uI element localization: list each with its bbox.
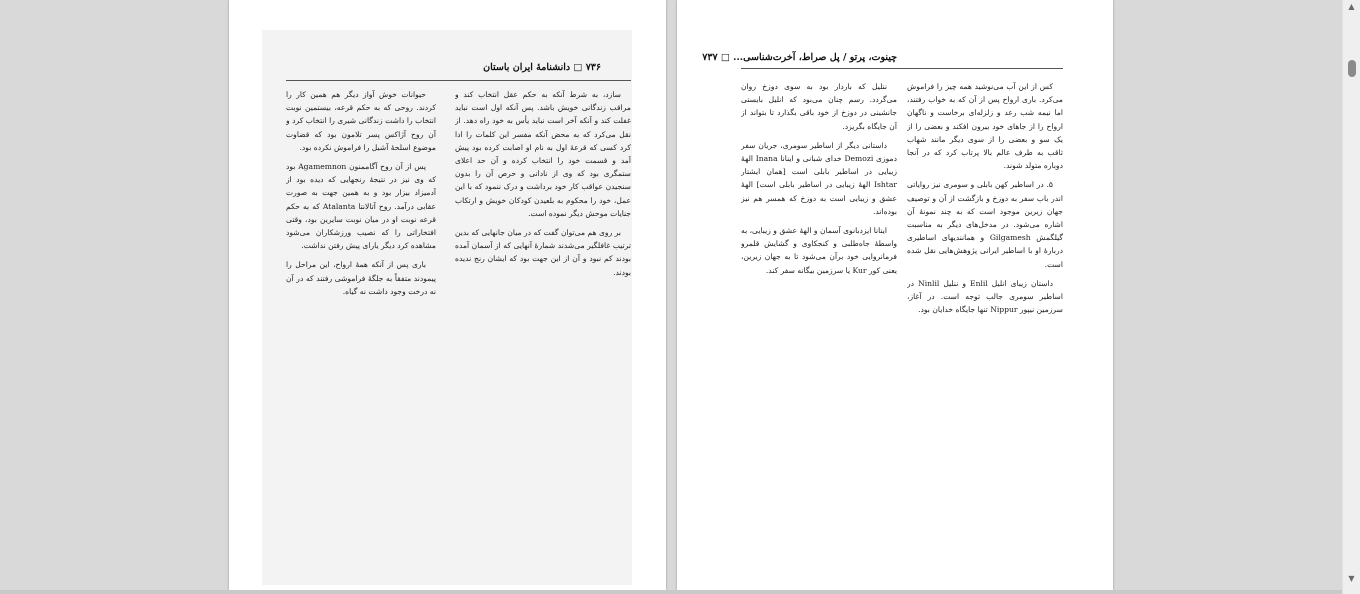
book-page-736 <box>229 0 666 590</box>
page-header-736: ۷۳۶ □ دانشنامهٔ ایران باستان <box>483 62 601 73</box>
text-column-left <box>741 80 897 540</box>
viewer-bottom-edge <box>0 590 1342 594</box>
paragraph: بر روی هم می‌توان گفت که در میان جانهایی که بدین ترتیب غافلگیر می‌شدند شمارهٔ آنهایی که از آسمان آمده بودند کم نبود و آن از این جهت بود که ایشان رنج ندیده بودند. <box>455 228 631 277</box>
paragraph: ۵. در اساطیر کهن بابلی و سومری نیز روایاتی اندر باب سفر به دوزخ و بازگشت از آن و توصیف جهان زیرین موجود است که به چند نمونهٔ آن اشاره می‌شود. در مدخل‌های دیگر به مناسبت گیلگمش Gilgamesh و همانندیهای اساطیری دربارهٔ او با اساطیر ایرانی پژوهش‌هایی نقل شده است. <box>907 180 1063 269</box>
book-page-737 <box>677 0 1113 590</box>
scroll-down-arrow-icon[interactable]: ▼ <box>1348 574 1355 583</box>
header-rule <box>741 68 1063 69</box>
paragraph: سازد، به شرط آنکه به حکم عقل انتخاب کند و مراقب زندگانی خویش باشد. پس آنکه اول است نباید غفلت کند و آنکه آخر است نباید یأس به خود راه دهد. از نقل می‌کرد که به محض آنکه مفسر این کلمات را ادا کرد کسی که قرعهٔ اول به نام او اصابت کرده بود پیش آمد و قسمت خود را انتخاب کرده و آن حد اعلای ستمگری بود که وی از نادانی و حرص آن را بدون سنجیدن عواقب کار خود برداشت و درک ننمود که با این عمل، خود را محکوم به بلعیدن کودکان خویش و ارتکاب جنایات موحش دیگر نموده است. <box>455 90 631 218</box>
paragraph: حیوانات خوش آواز دیگر هم همین کار را کردند. روحی که به حکم قرعه، بیستمین نوبت انتخاب را داشت زندگانی شیری را انتخاب کرد و آن روح آژاکس پسر تلامون بود که قضاوت موضوع اسلحهٔ آشیل را فراموش نکرده بود. <box>286 90 436 152</box>
text-column-left <box>286 88 436 558</box>
scroll-up-arrow-icon[interactable]: ▲ <box>1348 2 1355 11</box>
paragraph: اینانا ایزدبانوی آسمان و الههٔ عشق و زیبایی، به واسطهٔ جاه‌طلبی و کنجکاوی و گشایش قلمرو فرمانروایی خود برآن می‌شود تا به جهان زیرین، یعنی کور Kur یا سرزمین بیگانه سفر کند. <box>741 226 897 275</box>
header-rule <box>286 80 631 81</box>
text-column-right <box>907 80 1063 540</box>
page-header-737: چینوت، پرتو / پل صراط، آخرت‌شناسی... □ ۷۳۷ <box>702 52 897 63</box>
paragraph: داستان زیبای انلیل Enlil و ننلیل Ninlil در اساطیر سومری جالب توجه است. در آغاز، سرزمین نیپور Nippur تنها جایگاه خدایان بود. <box>907 278 1063 315</box>
vertical-scrollbar[interactable] <box>1342 0 1360 594</box>
scrollbar-thumb[interactable] <box>1348 60 1356 77</box>
paragraph: کس از این آب می‌نوشید همه چیز را فراموش می‌کرد. باری ارواح پس از آن که به خواب رفتند، اما نیمه شب رعد و زلزله‌ای برخاست و ناگهان ارواح را از جاهای خود بیرون افکند و بعضی را از یک سو و بعضی را از سوی دیگر مانند شهاب ثاقب به طرف عالم بالا پرتاب کرد که در آنجا دوباره متولد شوند. <box>907 82 1063 171</box>
text-column-right <box>455 88 631 558</box>
paragraph: باری پس از آنکه همهٔ ارواح، این مراحل را پیمودند متفقاً به جلگهٔ فراموشی رفتند که در آن نه درخت وجود داشت نه گیاه. <box>286 260 436 296</box>
paragraph: داستانی دیگر از اساطیر سومری، جریان سفر دموزی Demozi خدای شبانی و اینانا Inana الههٔ زیبایی در اساطیر بابلی است [همان ایشتار Ishtar الههٔ زیبایی در اساطیر بابلی است] الههٔ عشق و زیبایی است به دوزخ که همسر هم نیز بوده‌اند. <box>741 140 897 216</box>
paragraph: پس از آن روح آگاممنون Agamemnon بود که وی نیز در نتیجهٔ رنجهایی که دیده بود از آدمیزاد بیزار بود و به همین جهت به صورت عقابی درآمد. روح آتالانتا Atalanta که به حکم قرعه نوبت او در میان نوبت سایرین بود، وقتی افتخاراتی را که نصیب ورزشکاران می‌شود مشاهده کرد دیگر یارای پیش رفتن نداشت. <box>286 162 436 251</box>
paragraph: ننلیل که باردار بود به سوی دوزخ روان می‌گردد. رسم چنان می‌بود که انلیل بایستی جانشینی در دوزخ از خود باقی بگذارد تا بتواند از آن جایگاه بگریزد. <box>741 82 897 131</box>
